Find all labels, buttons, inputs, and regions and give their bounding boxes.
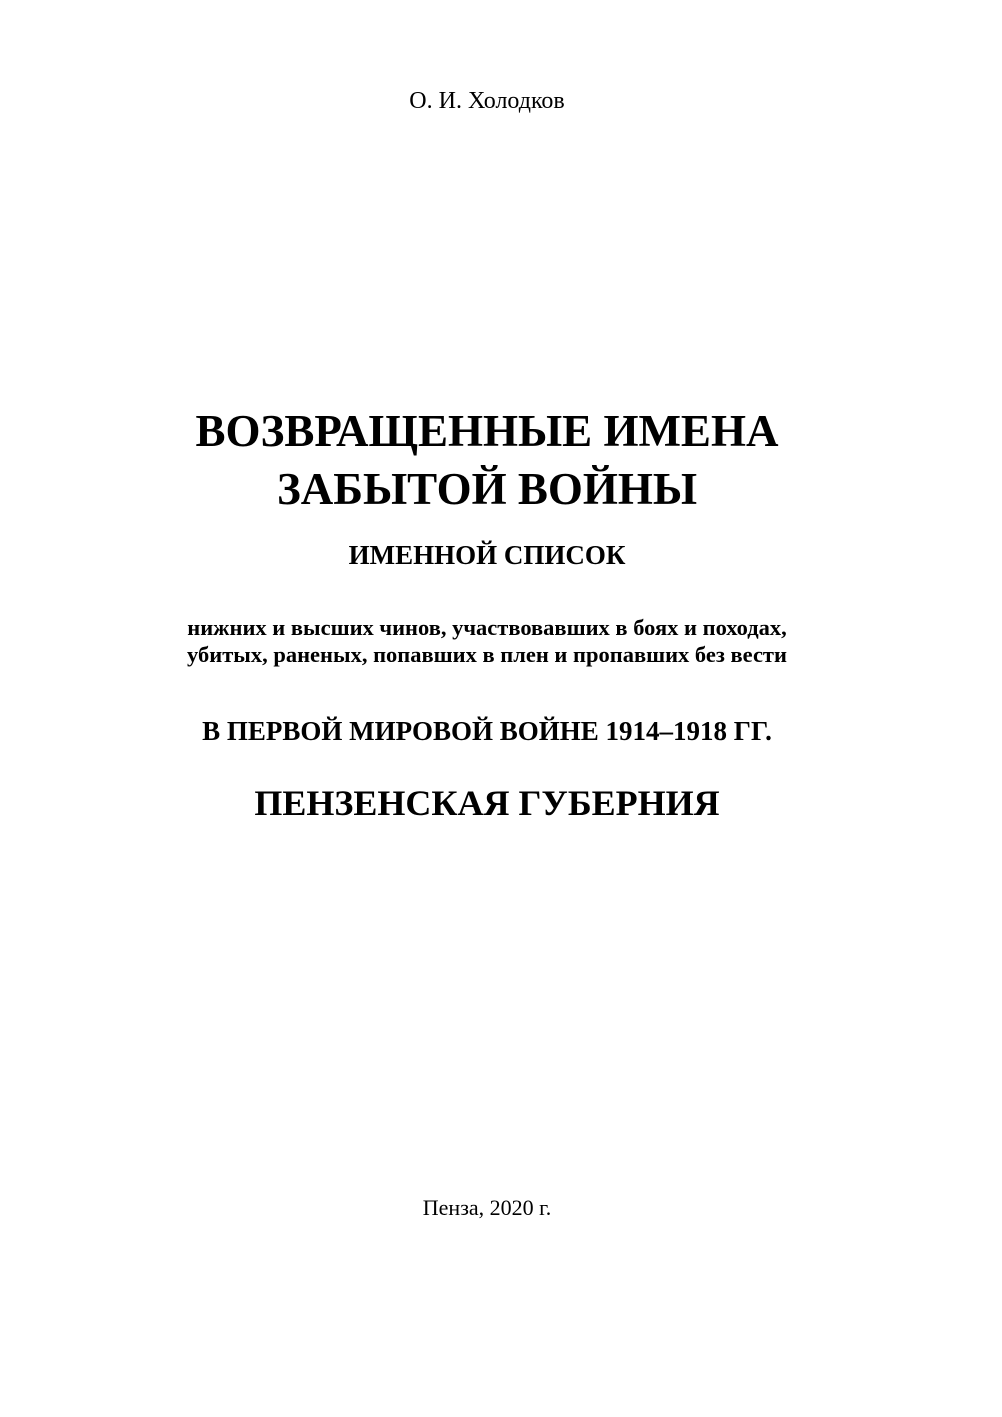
- publication-imprint: Пенза, 2020 г.: [422, 1195, 552, 1220]
- author-name: О. И. Холодков: [409, 88, 565, 114]
- book-title-line-2: ЗАБЫТОЙ ВОЙНЫ: [276, 464, 698, 514]
- book-description-line-1: нижних и высших чинов, участвовавших в боях и походах,: [187, 615, 787, 640]
- book-title: [0, 402, 988, 518]
- region-heading: ПЕНЗЕНСКАЯ ГУБЕРНИЯ: [254, 783, 720, 823]
- book-description: [0, 614, 988, 668]
- war-heading: В ПЕРВОЙ МИРОВОЙ ВОЙНЕ 1914–1918 ГГ.: [202, 716, 772, 746]
- book-description-line-2: убитых, раненых, попавших в плен и пропавших без вести: [187, 642, 787, 667]
- book-subtitle: ИМЕННОЙ СПИСОК: [348, 540, 626, 570]
- book-title-line-1: ВОЗВРАЩЕННЫЕ ИМЕНА: [195, 406, 779, 456]
